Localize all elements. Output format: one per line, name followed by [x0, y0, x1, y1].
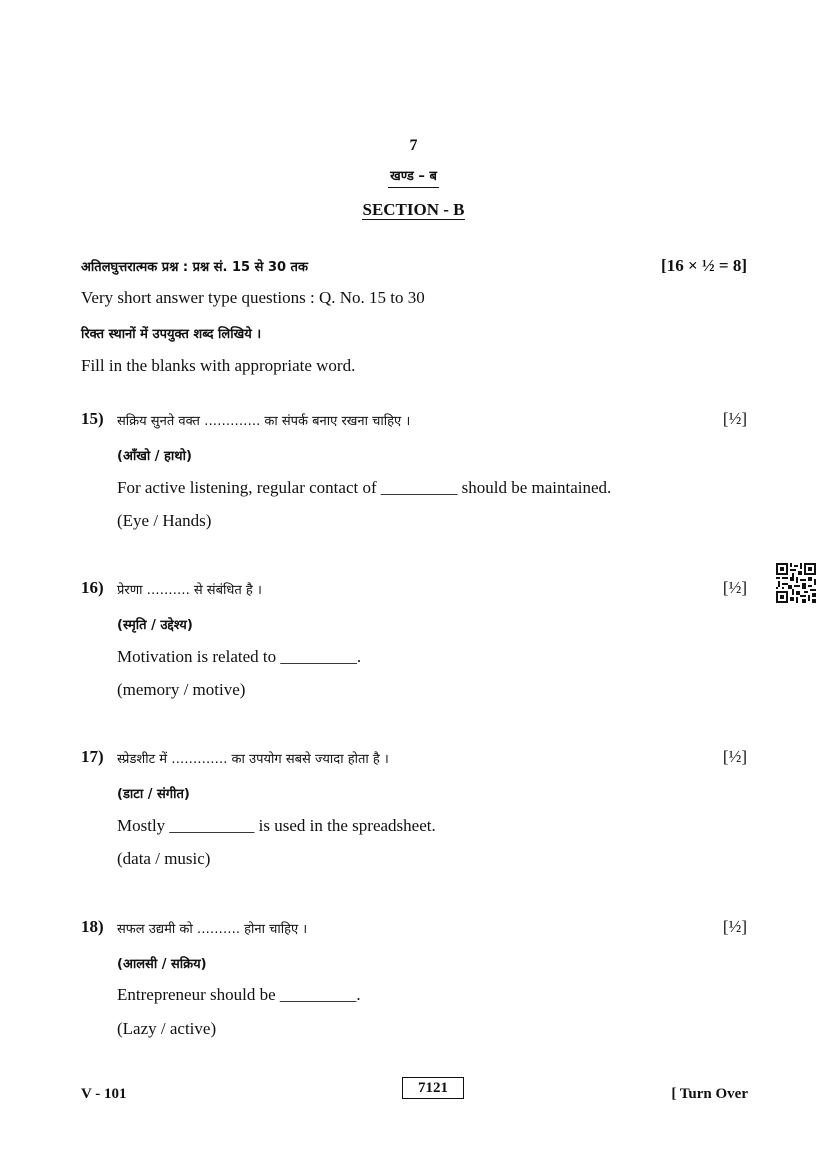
question-hindi-options: (आँखो / हाथो)	[117, 449, 192, 464]
marks-total: [16 × ½ = 8]	[661, 256, 747, 275]
footer-paper-code: V - 101	[81, 1086, 127, 1102]
instructions-english-line1: Very short answer type questions : Q. No. 15 to 30	[81, 288, 425, 307]
question-english-options: (Eye / Hands)	[117, 511, 212, 530]
question-hindi-options: (डाटा / संगीत)	[117, 787, 190, 802]
question-hindi-options: (स्मृति / उद्देश्य)	[117, 618, 193, 633]
question-number: 18)	[81, 917, 104, 936]
question-hindi: प्रेरणा ………. से संबंधित है ।	[117, 583, 262, 598]
question-english-options: (memory / motive)	[117, 680, 246, 699]
section-hindi-heading: खण्ड – ब	[0, 166, 827, 184]
question-english: Entrepreneur should be _________.	[117, 985, 361, 1004]
question-english: Motivation is related to _________.	[117, 647, 362, 666]
section-title: SECTION - B	[362, 200, 465, 219]
instructions-english-line2: Fill in the blanks with appropriate word.	[81, 356, 356, 375]
question-hindi: सफल उद्यमी को ………. होना चाहिए ।	[117, 922, 308, 937]
question-hindi-options: (आलसी / सक्रिय)	[117, 957, 207, 972]
question-number: 15)	[81, 409, 104, 428]
question-hindi: सक्रिय सुनते वक्त …………. का संपर्क बनाए रखना चाहिए ।	[117, 414, 411, 429]
qr-code-icon	[776, 563, 816, 603]
instructions-hindi-line1: अतिलघुत्तरात्मक प्रश्न : प्रश्न सं. 15 से 30 तक	[81, 260, 308, 275]
question-english: For active listening, regular contact of _________ should be maintained.	[117, 478, 612, 497]
page-number: 7	[409, 137, 418, 154]
footer-turn-over: [ Turn Over	[671, 1086, 748, 1102]
question-marks: [½]	[722, 917, 747, 936]
question-english: Mostly __________ is used in the spreadsheet.	[117, 816, 436, 835]
question-marks: [½]	[722, 747, 747, 766]
question-number: 16)	[81, 578, 104, 597]
question-hindi: स्प्रेडशीट में …………. का उपयोग सबसे ज्यादा होता है ।	[117, 752, 389, 767]
question-english-options: (Lazy / active)	[117, 1019, 217, 1038]
question-number: 17)	[81, 747, 104, 766]
question-marks: [½]	[722, 409, 747, 428]
question-marks: [½]	[722, 578, 747, 597]
question-english-options: (data / music)	[117, 849, 211, 868]
footer-booklet-code: 7121	[402, 1077, 464, 1099]
instructions-hindi-line2: रिक्त स्थानों में उपयुक्त शब्द लिखिये ।	[81, 327, 262, 342]
